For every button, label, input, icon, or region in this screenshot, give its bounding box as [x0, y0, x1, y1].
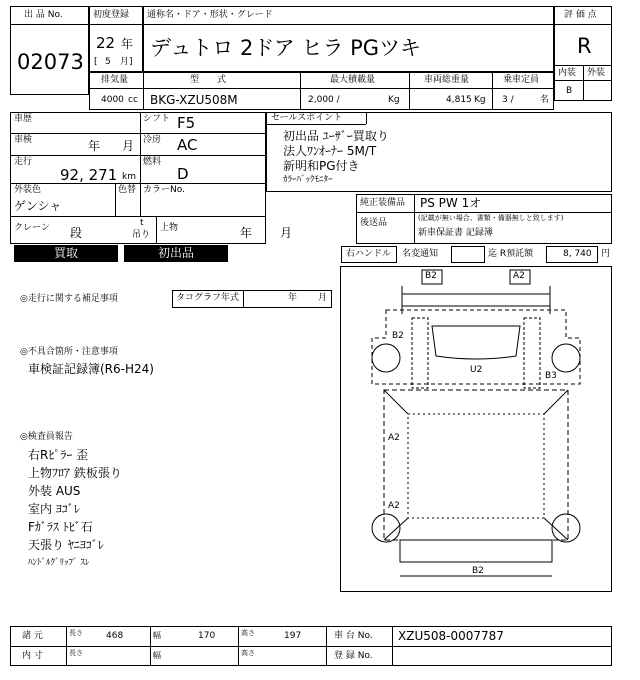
inspector-line: 外装 AUS — [28, 484, 81, 498]
capacity-value: 3 / — [502, 95, 514, 105]
aftermarket-label: 後送品 — [360, 218, 388, 228]
width-label: 幅 — [153, 631, 161, 640]
deck-outline — [384, 390, 568, 540]
mark-cab: B2 — [392, 331, 404, 341]
interior-label: 内装 — [558, 68, 577, 78]
ac-label: 冷房 — [143, 135, 162, 145]
sales-points-label: セールスポイント — [271, 113, 343, 123]
wheel-front-right — [552, 344, 580, 372]
name-change-box — [451, 246, 485, 263]
first-listing-tag: 初出品 — [124, 245, 228, 262]
load-unit: Kg — [388, 95, 400, 105]
capacity-label: 乗車定員 — [503, 75, 540, 85]
truck-diagram — [340, 266, 612, 592]
tachograph-year: 年 — [288, 293, 298, 303]
mileage-label: 走行 — [14, 157, 33, 167]
tachograph-month: 月 — [318, 293, 328, 303]
capacity-unit: 名 — [540, 95, 550, 105]
color-label: 外装色 — [14, 185, 42, 195]
inspector-line: 室内 ﾖｺﾞﾚ — [28, 502, 80, 516]
inner-length-label: 長さ — [69, 649, 83, 657]
inspector-line: 上物ﾌﾛｱ 鉄板張り — [28, 466, 122, 480]
first-reg-year: 22 — [96, 34, 116, 52]
chassis-label: 車 台 No. — [334, 631, 373, 641]
defects-label: ◎不具合箇所・注意事項 — [20, 347, 118, 357]
month-close: 月] — [120, 57, 133, 67]
first-reg-month: 5 — [105, 57, 111, 67]
inspector-label: ◎検査員報告 — [20, 432, 73, 442]
length-value: 468 — [106, 631, 124, 641]
month-open: [ — [94, 57, 98, 67]
inner-height-label: 高さ — [241, 649, 255, 657]
shift-value: F5 — [177, 114, 196, 132]
displacement-unit: cc — [128, 95, 138, 105]
mark-front-left: B2 — [425, 271, 437, 281]
sales-point-line: ｶﾗｰﾊﾞｯｸﾓﾆﾀｰ — [283, 175, 333, 185]
reg-label: 登 録 No. — [334, 651, 373, 661]
crane-t: t — [140, 218, 144, 228]
gross-label: 車両総重量 — [424, 75, 470, 85]
buyout-tag: 買取 — [14, 245, 118, 262]
driving-notes-label: ◎走行に関する補足事項 — [20, 294, 118, 304]
sales-point-line: 初出品 ﾕｰｻﾞｰ買取り — [283, 129, 389, 143]
aftermarket-value: 新車保証書 記録簿 — [418, 228, 493, 238]
interior-grade: B — [566, 86, 573, 96]
defect-line: 車検証記録簿(R6-H24) — [28, 362, 154, 376]
rating-label: 評 価 点 — [564, 10, 597, 20]
car-name-label: 通称名・ドア・形状・グレード — [147, 10, 273, 20]
inner-label: 内 寸 — [22, 651, 43, 661]
shift-label: シフト — [143, 114, 171, 124]
fuel-label: 燃料 — [143, 157, 162, 167]
mark-right-side: B3 — [545, 371, 557, 381]
history-label: 車歴 — [14, 114, 33, 124]
height-value: 197 — [284, 631, 302, 641]
equipment-label: 純正装備品 — [360, 198, 406, 208]
deck-month: 月 — [280, 226, 293, 240]
mileage-value: 92, 271 — [60, 166, 118, 184]
deck-year: 年 — [240, 226, 253, 240]
tachograph-label: タコグラフ年式 — [176, 293, 240, 303]
mark-rear: B2 — [472, 566, 484, 576]
load-label: 最大積載量 — [330, 75, 376, 85]
gross-unit: Kg — [474, 95, 486, 105]
first-reg-year-unit: 年 — [121, 37, 134, 51]
front-bumper — [402, 294, 550, 306]
inspector-line: 天張り ﾔﾆﾖｺﾞﾚ — [28, 538, 104, 552]
lot-number: 02073 — [17, 50, 84, 74]
width-value: 170 — [198, 631, 216, 641]
ac-value: AC — [177, 136, 198, 154]
mark-deck-top: U2 — [470, 365, 483, 375]
inspection-label: 車検 — [14, 135, 33, 145]
inspector-line: Fｶﾞﾗｽ ﾄﾋﾞ石 — [28, 520, 93, 534]
height-label: 高さ — [241, 629, 255, 637]
load-value: 2,000 / — [308, 95, 340, 105]
inner-width-label: 幅 — [153, 651, 161, 660]
fuel-value: D — [177, 165, 189, 183]
tail-outline — [400, 540, 552, 562]
deck-label: 上物 — [160, 223, 179, 233]
steering-side: 右ハンドル — [346, 249, 392, 259]
mark-left-lower: A2 — [388, 501, 400, 511]
length-label: 長さ — [69, 629, 83, 637]
crane-dan: 段 — [70, 226, 83, 240]
dims-label: 諸 元 — [22, 631, 43, 641]
name-change-label: 名変通知 — [402, 249, 439, 259]
displacement-value: 4000 — [101, 95, 124, 105]
crane-tsuri: 吊り — [132, 230, 151, 240]
registration-label: 迄 R預託額 — [488, 249, 534, 259]
model-label: 型 式 — [190, 75, 227, 85]
crane-label: クレーン — [14, 223, 50, 233]
sales-point-line: 法人ﾜﾝｵｰﾅｰ 5M/T — [283, 144, 377, 158]
deposit-unit: 円 — [601, 249, 611, 259]
sales-point-line: 新明和PG付き — [283, 159, 360, 173]
windshield — [432, 326, 520, 359]
inspection-year: 年 — [88, 139, 101, 153]
inspector-line: 右Rﾋﾟﾗｰ 歪 — [28, 448, 89, 462]
mark-left-upper: A2 — [388, 433, 400, 443]
exterior-label: 外装 — [587, 68, 606, 78]
inspector-line: ﾊﾝﾄﾞﾙｸﾞﾘｯﾌﾟ ｽﾚ — [28, 558, 90, 568]
deposit-value: 8, 740 — [563, 249, 592, 259]
wheel-front-left — [372, 344, 400, 372]
inspection-month: 月 — [122, 139, 135, 153]
mark-front-right: A2 — [513, 271, 525, 281]
color-change-label: 色替 — [118, 185, 137, 195]
chassis-value: XZU508-0007787 — [398, 629, 504, 643]
color-code-label: カラーNo. — [143, 185, 185, 195]
displacement-label: 排気量 — [101, 75, 129, 85]
gross-value: 4,815 — [446, 95, 472, 105]
model-value: BKG-XZU508M — [150, 93, 238, 107]
lot-label: 出 品 No. — [24, 10, 63, 20]
aftermarket-note: (記載が無い場合、書類・備器無しと致します) — [418, 214, 564, 222]
mileage-unit: km — [122, 172, 136, 182]
equipment-value: PS PW 1オ — [420, 196, 482, 210]
car-name: デュトロ 2ドア ヒラ PGツキ — [150, 36, 422, 60]
first-reg-label: 初度登録 — [93, 10, 130, 20]
color-value: ゲンシャ — [14, 199, 62, 213]
rating-value: R — [577, 34, 592, 58]
